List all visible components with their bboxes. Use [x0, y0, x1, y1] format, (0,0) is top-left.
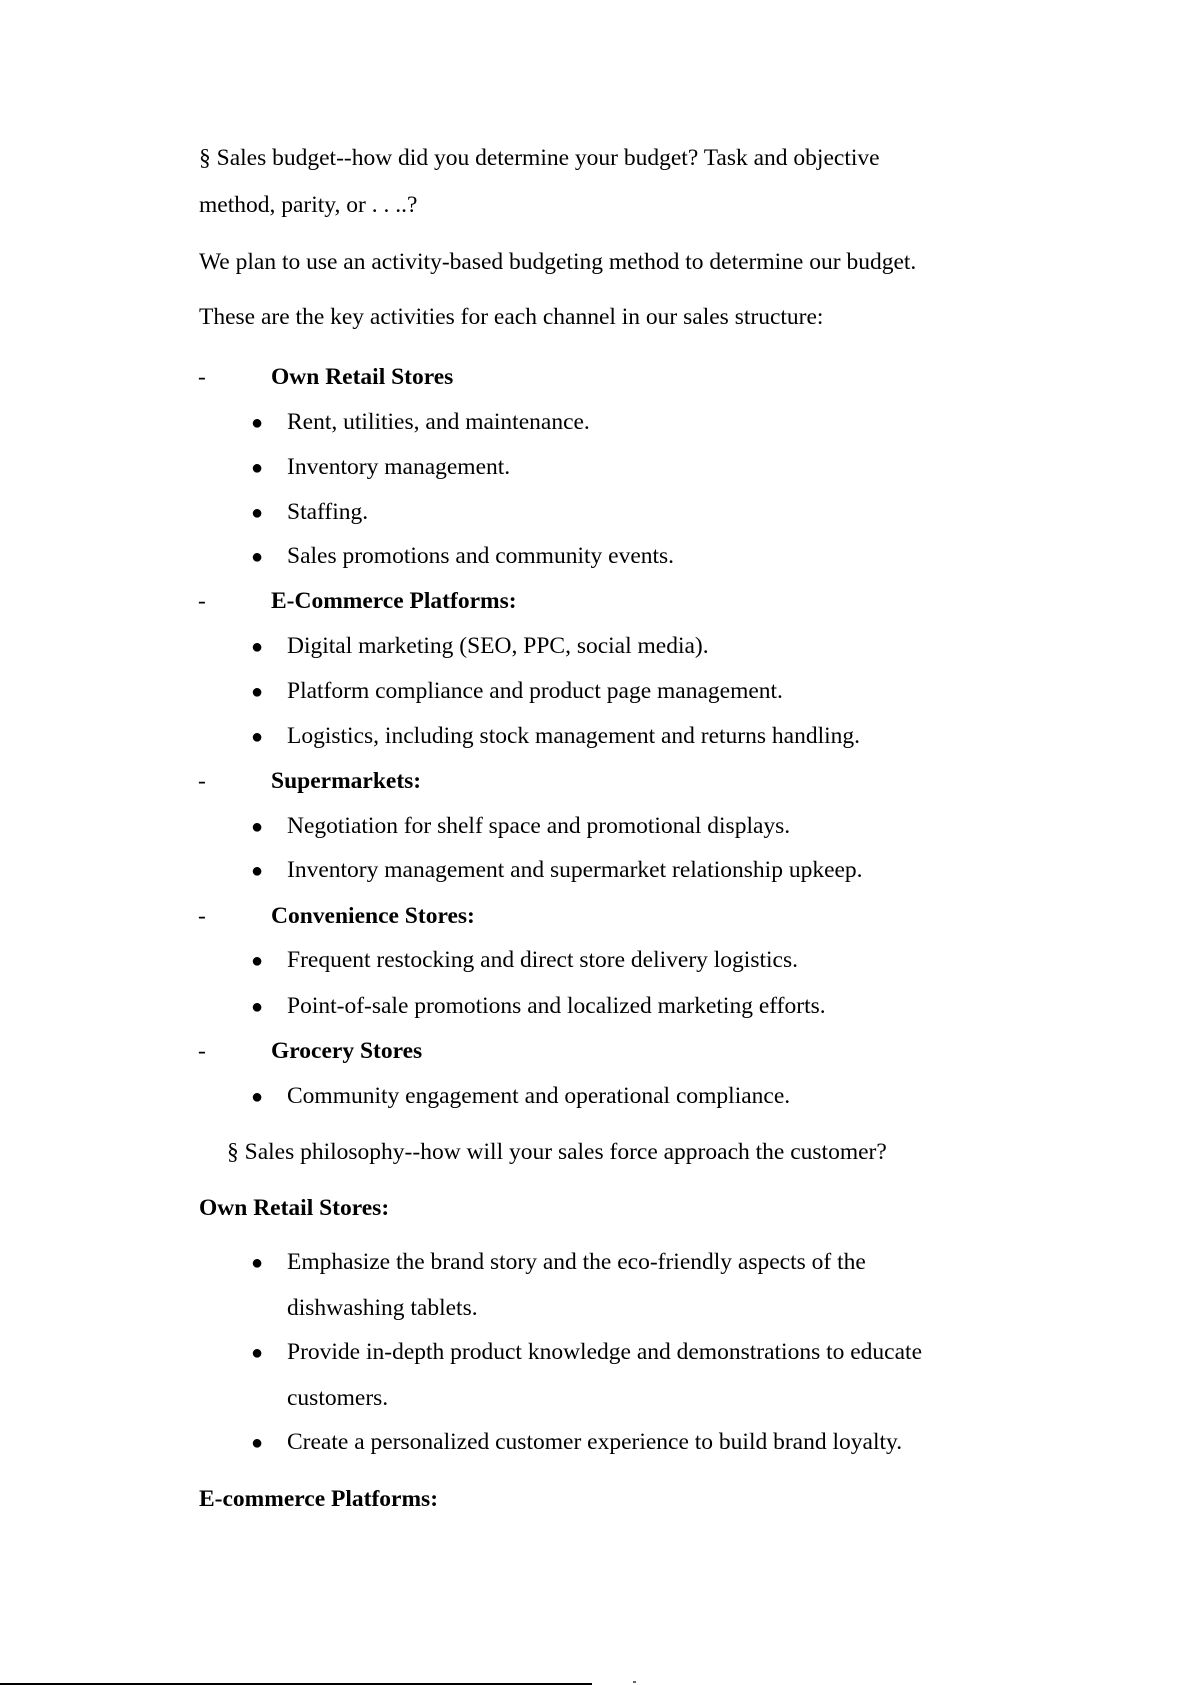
list-item: Platform compliance and product page management.	[287, 678, 783, 704]
list-item: Staffing.	[287, 499, 369, 525]
bullet-icon: ●	[251, 1086, 264, 1108]
list-item: Point-of-sale promotions and localized marketing efforts.	[287, 993, 826, 1019]
list-item-continuation: customers.	[287, 1385, 389, 1411]
channel-title: Convenience Stores:	[271, 903, 475, 929]
bullet-icon: ●	[251, 546, 264, 568]
dash-marker: -	[198, 1038, 206, 1064]
list-item: Community engagement and operational compliance.	[287, 1083, 791, 1109]
philosophy-heading: Own Retail Stores:	[199, 1195, 390, 1221]
budget-question-line1: § Sales budget--how did you determine your budget? Task and objective	[199, 145, 880, 171]
list-item: Create a personalized customer experience to build brand loyalty.	[287, 1429, 903, 1455]
list-item: Frequent restocking and direct store delivery logistics.	[287, 947, 798, 973]
list-item: Inventory management and supermarket relationship upkeep.	[287, 857, 863, 883]
dash-marker: -	[198, 588, 206, 614]
list-item: Negotiation for shelf space and promotional displays.	[287, 813, 791, 839]
budget-answer: We plan to use an activity-based budgeting method to determine our budget.	[199, 249, 917, 275]
bullet-icon: ●	[251, 412, 264, 434]
activities-intro: These are the key activities for each channel in our sales structure:	[199, 304, 824, 330]
bullet-icon: ●	[251, 681, 264, 703]
list-item: Sales promotions and community events.	[287, 543, 675, 569]
dash-marker: -	[198, 768, 206, 794]
list-item: Inventory management.	[287, 454, 511, 480]
list-item: Rent, utilities, and maintenance.	[287, 409, 590, 435]
budget-question-line2: method, parity, or . . ..?	[199, 192, 418, 218]
channel-title: Supermarkets:	[271, 768, 422, 794]
channel-title: E-Commerce Platforms:	[271, 588, 517, 614]
bullet-icon: ●	[251, 950, 264, 972]
list-item: Provide in-depth product knowledge and demonstrations to educate	[287, 1339, 922, 1365]
bullet-icon: ●	[251, 860, 264, 882]
list-item: Emphasize the brand story and the eco-friendly aspects of the	[287, 1249, 866, 1275]
bullet-icon: ●	[251, 816, 264, 838]
channel-title: Own Retail Stores	[271, 364, 454, 390]
footer-mark	[633, 1681, 636, 1683]
channel-title: Grocery Stores	[271, 1038, 423, 1064]
list-item-continuation: dishwashing tablets.	[287, 1295, 478, 1321]
bullet-icon: ●	[251, 1342, 264, 1364]
bullet-icon: ●	[251, 457, 264, 479]
bullet-icon: ●	[251, 996, 264, 1018]
philosophy-question: § Sales philosophy--how will your sales force approach the customer?	[227, 1139, 887, 1165]
philosophy-heading: E-commerce Platforms:	[199, 1486, 439, 1512]
bullet-icon: ●	[251, 636, 264, 658]
list-item: Logistics, including stock management and returns handling.	[287, 723, 861, 749]
bullet-icon: ●	[251, 1252, 264, 1274]
bullet-icon: ●	[251, 726, 264, 748]
bullet-icon: ●	[251, 502, 264, 524]
dash-marker: -	[198, 903, 206, 929]
list-item: Digital marketing (SEO, PPC, social media).	[287, 633, 709, 659]
dash-marker: -	[198, 364, 206, 390]
bullet-icon: ●	[251, 1432, 264, 1454]
